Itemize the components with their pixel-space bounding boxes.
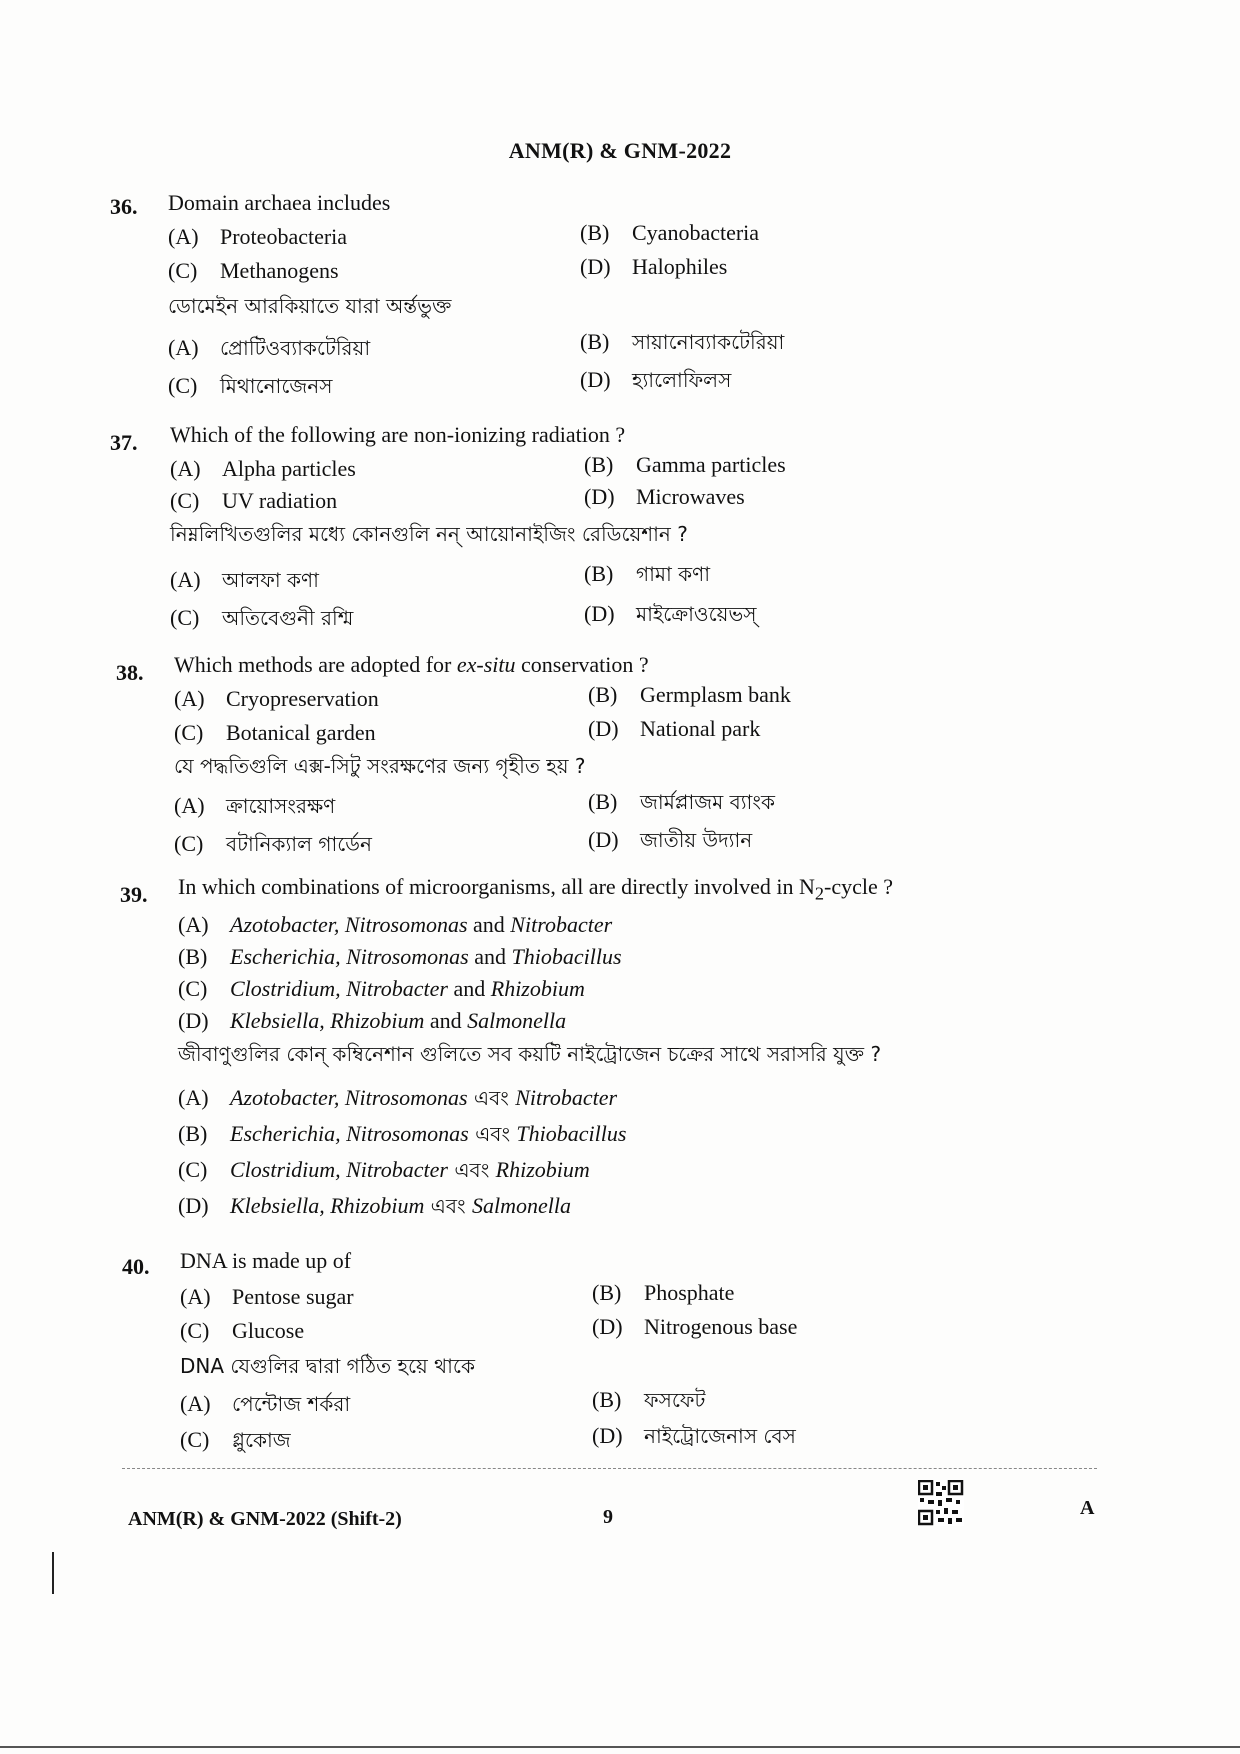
option-text: Cyanobacteria [632, 220, 760, 245]
question-text: Which of the following are non-ionizing radiation ? [170, 422, 626, 447]
option-text: UV radiation [222, 488, 338, 513]
question-text-part: -cycle ? [824, 874, 894, 899]
option-text: প্রোটিওব্যাকটেরিয়া [220, 336, 371, 360]
option-organism: Nitrobacter [515, 1085, 618, 1110]
option-text: Germplasm bank [640, 682, 791, 707]
booklet-code: A [1080, 1497, 1095, 1519]
question-text [178, 874, 893, 904]
option-text: ক্রায়োসংরক্ষণ [226, 794, 336, 818]
question-38 [110, 650, 1110, 860]
option-text: গামা কণা [636, 562, 711, 586]
question-number: 38. [116, 660, 144, 685]
option-conjunction: এবং [447, 1158, 496, 1182]
option-d [584, 484, 745, 510]
option-organisms: Klebsiella, Rhizobium [230, 1193, 425, 1218]
option-label: (D) [178, 1193, 209, 1218]
option-label: (B) [588, 682, 618, 707]
option-label: (D) [580, 254, 611, 279]
option-b [178, 944, 622, 970]
question-number: 39. [120, 882, 148, 907]
bengali-question-text: DNA যেগুলির দ্বারা গঠিত হয়ে থাকে [180, 1354, 475, 1378]
option-text: সায়ানোব্যাকটেরিয়া [632, 330, 785, 354]
option-text: মাইক্রোওয়েভস্ [636, 602, 757, 626]
option-label: (C) [178, 1157, 208, 1182]
option-label: (C) [170, 605, 200, 630]
option-organism: Thiobacillus [516, 1121, 627, 1146]
bottom-edge-line [0, 1746, 1240, 1748]
option-text: Halophiles [632, 254, 728, 279]
option-label: (C) [174, 720, 204, 745]
option-label: (B) [580, 220, 610, 245]
bengali-option-c [178, 1156, 590, 1189]
option-label: (D) [584, 601, 615, 626]
bengali-option-a [180, 1390, 350, 1423]
option-d [178, 1008, 566, 1034]
bengali-option-b [592, 1386, 705, 1419]
option-text: গ্লুকোজ [232, 1428, 291, 1452]
question-number: 36. [110, 194, 138, 219]
bengali-option-c [170, 604, 353, 637]
option-organism: Nitrobacter [510, 912, 613, 937]
option-a [178, 912, 612, 938]
bengali-option-a [178, 1084, 617, 1117]
option-conjunction: and [424, 1008, 468, 1033]
option-label: (A) [170, 567, 201, 592]
option-organisms: Clostridium, Nitrobacter [230, 976, 448, 1001]
question-number: 37. [110, 430, 138, 455]
page-number: 9 [603, 1506, 613, 1528]
question-text: Domain archaea includes [168, 190, 391, 215]
option-c [180, 1318, 304, 1344]
option-label: (A) [168, 224, 199, 249]
option-text: Glucose [232, 1318, 305, 1343]
option-organisms: Klebsiella, Rhizobium [230, 1008, 425, 1033]
option-label: (C) [180, 1318, 210, 1343]
option-text: Nitrogenous base [644, 1314, 798, 1339]
page-header: ANM(R) & GNM-2022 [508, 138, 732, 163]
option-label: (C) [168, 373, 198, 398]
question-40 [110, 1246, 1110, 1456]
option-label: (D) [580, 367, 611, 392]
option-label: (D) [588, 827, 619, 852]
option-text: হ্যালোফিলস [632, 368, 732, 392]
option-a [180, 1284, 354, 1310]
option-conjunction: এবং [467, 1086, 516, 1110]
bengali-option-a [174, 792, 335, 825]
option-d [588, 716, 760, 742]
option-text: বটানিক্যাল গার্ডেন [226, 832, 372, 856]
option-b [584, 452, 786, 478]
option-label: (C) [174, 831, 204, 856]
bengali-question-text: নিম্নলিখিতগুলির মধ্যে কোনগুলি নন্ আয়োনাইজিং রেডিয়েশান ? [170, 522, 688, 546]
footer-divider [122, 1468, 1097, 1469]
option-d [592, 1314, 797, 1340]
option-b [588, 682, 791, 708]
option-a [174, 686, 379, 712]
option-c [168, 258, 339, 284]
option-text: অতিবেগুনী রশ্মি [222, 606, 354, 630]
option-organisms: Escherichia, Nitrosomonas [230, 944, 469, 969]
option-d [580, 254, 727, 280]
option-label: (C) [170, 488, 200, 513]
bengali-option-b [588, 788, 775, 821]
option-text: Phosphate [644, 1280, 735, 1305]
option-text: Botanical garden [226, 720, 376, 745]
option-organism: Thiobacillus [511, 944, 622, 969]
option-text: জাতীয় উদ্যান [640, 828, 753, 852]
question-text-part: In which combinations of microorganisms, all are directly involved in N [178, 874, 815, 899]
option-label: (A) [174, 793, 205, 818]
option-text: মিথানোজেনস [220, 374, 333, 398]
option-b [592, 1280, 734, 1306]
option-text: জার্মপ্লাজম ব্যাংক [640, 790, 775, 814]
option-label: (B) [580, 329, 610, 354]
option-organism: Rhizobium [490, 976, 585, 1001]
option-label: (B) [588, 789, 618, 814]
bengali-option-a [170, 566, 319, 599]
qr-code-icon [918, 1480, 964, 1526]
margin-mark [52, 1552, 54, 1594]
option-text: Alpha particles [222, 456, 356, 481]
option-conjunction: and [447, 976, 491, 1001]
bengali-option-c [180, 1426, 291, 1459]
option-label: (A) [180, 1284, 211, 1309]
bengali-option-a [168, 334, 370, 367]
option-organisms: Escherichia, Nitrosomonas [230, 1121, 469, 1146]
option-conjunction: and [468, 944, 512, 969]
option-organisms: Azotobacter, Nitrosomonas [230, 1085, 468, 1110]
question-number: 40. [122, 1254, 150, 1279]
question-text: DNA is made up of [180, 1248, 352, 1273]
option-c [178, 976, 585, 1002]
option-a [168, 224, 347, 250]
option-text: Cryopreservation [226, 686, 379, 711]
option-a [170, 456, 356, 482]
option-text: ফসফেট [644, 1388, 706, 1412]
option-organism: Salmonella [472, 1193, 571, 1218]
question-37 [110, 420, 1110, 640]
bengali-question-text: যে পদ্ধতিগুলি এক্স-সিটু সংরক্ষণের জন্য গৃহীত হয় ? [174, 754, 586, 778]
question-text-part: Which methods are adopted for [174, 652, 457, 677]
bengali-option-d [584, 600, 757, 633]
question-text-italic: ex-situ [456, 652, 516, 677]
bengali-option-d [588, 826, 752, 859]
option-label: (C) [178, 976, 208, 1001]
option-text: Microwaves [636, 484, 745, 509]
option-label: (C) [180, 1427, 210, 1452]
option-text: আলফা কণা [222, 568, 319, 592]
option-label: (D) [584, 484, 615, 509]
bengali-option-b [584, 560, 710, 593]
option-label: (D) [588, 716, 619, 741]
option-label: (A) [178, 1085, 209, 1110]
bengali-option-d [580, 366, 731, 399]
option-text: National park [640, 716, 761, 741]
option-label: (B) [584, 561, 614, 586]
option-label: (B) [178, 1121, 208, 1146]
option-label: (A) [174, 686, 205, 711]
option-conjunction: and [467, 912, 511, 937]
option-text: Pentose sugar [232, 1284, 354, 1309]
footer-exam-name: ANM(R) & GNM-2022 (Shift-2) [128, 1508, 402, 1530]
bengali-question-text: জীবাণুগুলির কোন্ কম্বিনেশান গুলিতে সব কয়টি নাইট্রোজেন চক্রের সাথে সরাসরি যুক্ত ? [178, 1042, 882, 1066]
option-label: (A) [180, 1391, 211, 1416]
option-label: (A) [168, 335, 199, 360]
question-text [174, 652, 649, 678]
option-conjunction: এবং [424, 1194, 472, 1218]
option-text: পেন্টোজ শর্করা [232, 1392, 351, 1416]
option-label: (B) [592, 1280, 622, 1305]
question-text-part: conservation ? [515, 652, 649, 677]
option-label: (D) [592, 1423, 623, 1448]
bengali-option-b [580, 328, 784, 361]
bengali-option-d [592, 1422, 796, 1455]
option-text: Gamma particles [636, 452, 786, 477]
option-c [170, 488, 337, 514]
option-organisms: Azotobacter, Nitrosomonas [230, 912, 468, 937]
bengali-option-b [178, 1120, 626, 1153]
bengali-question-text: ডোমেইন আরকিয়াতে যারা অর্ন্তভুক্ত [168, 294, 452, 318]
option-label: (C) [168, 258, 198, 283]
option-label: (D) [178, 1008, 209, 1033]
option-text: Proteobacteria [220, 224, 348, 249]
option-b [580, 220, 759, 246]
option-organism: Rhizobium [495, 1157, 590, 1182]
option-label: (B) [178, 944, 208, 969]
option-organisms: Clostridium, Nitrobacter [230, 1157, 448, 1182]
subscript: 2 [814, 883, 825, 904]
question-36 [110, 188, 1110, 408]
option-c [174, 720, 376, 746]
bengali-option-c [168, 372, 332, 405]
question-39 [110, 872, 1110, 1222]
option-text: নাইট্রোজেনাস বেস [644, 1424, 796, 1448]
bengali-option-c [174, 830, 372, 863]
option-label: (B) [592, 1387, 622, 1412]
option-label: (D) [592, 1314, 623, 1339]
option-organism: Salmonella [467, 1008, 567, 1033]
option-label: (A) [170, 456, 201, 481]
bengali-option-d [178, 1192, 571, 1225]
option-label: (A) [178, 912, 209, 937]
option-label: (B) [584, 452, 614, 477]
option-conjunction: এবং [468, 1122, 517, 1146]
option-text: Methanogens [220, 258, 339, 283]
